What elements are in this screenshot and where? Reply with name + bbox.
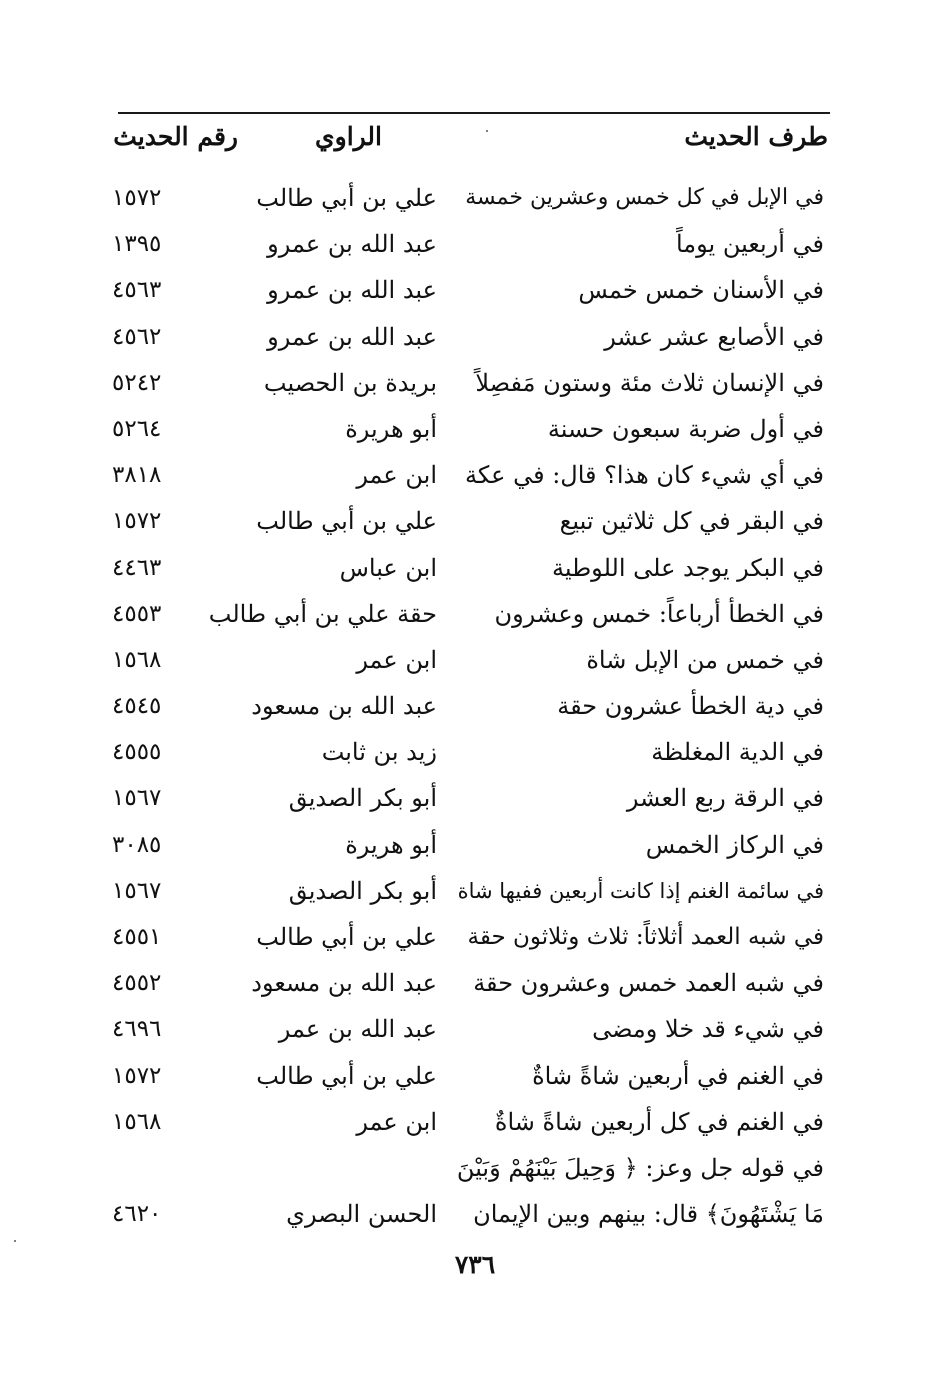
page-number: ٧٣٦ xyxy=(454,1250,496,1279)
hadith-number: ٤٥٦٢ xyxy=(112,323,162,350)
hadith-number: ١٥٦٧ xyxy=(112,785,162,812)
narrator: الحسن البصري xyxy=(286,1200,437,1229)
narrator: أبو هريرة xyxy=(345,830,437,859)
narrator: عبد الله بن عمرو xyxy=(267,322,437,351)
hadith-excerpt: في الرقة ربع العشر xyxy=(626,784,824,813)
hadith-excerpt: في الإبل في كل خمس وعشرين خمسة xyxy=(465,185,824,210)
hadith-excerpt: في البقر في كل ثلاثين تبيع xyxy=(559,507,824,536)
table-row xyxy=(0,686,950,732)
narrator: عبد الله بن عمر xyxy=(278,1015,437,1044)
hadith-number: ٥٢٤٢ xyxy=(112,369,162,396)
table-row xyxy=(0,1102,950,1148)
hadith-number: ١٥٧٢ xyxy=(112,508,162,535)
narrator: أبو هريرة xyxy=(345,414,437,443)
table-row xyxy=(0,963,950,1009)
hadith-excerpt: في الخطأ أرباعاً: خمس وعشرون xyxy=(494,599,824,628)
table-row xyxy=(0,363,950,409)
narrator: عبد الله بن مسعود xyxy=(251,692,437,721)
table-row xyxy=(0,1194,950,1240)
narrator: حقة علي بن أبي طالب xyxy=(208,599,437,628)
table-row xyxy=(0,1056,950,1102)
narrator: علي بن أبي طالب xyxy=(256,507,437,536)
table-row xyxy=(0,1148,950,1194)
scan-speck xyxy=(14,1240,16,1242)
table-row xyxy=(0,1009,950,1055)
hadith-number: ٣٠٨٥ xyxy=(112,831,162,858)
table-row xyxy=(0,178,950,224)
column-header-number: رقم الحديث xyxy=(113,122,238,151)
hadith-number: ٤٥٥٣ xyxy=(112,600,162,627)
narrator: علي بن أبي طالب xyxy=(256,1061,437,1090)
hadith-index-list xyxy=(0,178,950,1240)
table-row xyxy=(0,317,950,363)
hadith-number: ١٥٧٢ xyxy=(112,185,162,211)
narrator: عبد الله بن مسعود xyxy=(251,969,437,998)
hadith-number: ٤٥٦٣ xyxy=(112,277,162,304)
narrator: ابن عمر xyxy=(356,645,437,674)
hadith-number: ٥٢٦٤ xyxy=(112,415,162,442)
narrator: بريدة بن الحصيب xyxy=(263,368,437,397)
table-row xyxy=(0,270,950,316)
header-rule xyxy=(118,112,830,114)
hadith-number: ٤٥٥٢ xyxy=(112,970,162,997)
column-header-hadith: طرف الحديث xyxy=(684,122,828,151)
hadith-number: ١٥٦٨ xyxy=(112,1108,162,1135)
hadith-number: ٤٦٩٦ xyxy=(112,1016,162,1043)
narrator: ابن عمر xyxy=(356,461,437,490)
hadith-excerpt: في الغنم في أربعين شاةً شاةٌ xyxy=(532,1061,824,1090)
table-row xyxy=(0,871,950,917)
table-row xyxy=(0,732,950,778)
hadith-number: ١٥٧٢ xyxy=(112,1062,162,1089)
narrator: أبو بكر الصديق xyxy=(288,784,437,813)
hadith-excerpt: في قوله جل وعز: ﴿ وَحِيلَ بَيْنَهُمْ وَبَيْنَ xyxy=(456,1153,824,1182)
table-row xyxy=(0,778,950,824)
hadith-number: ٤٤٦٣ xyxy=(112,554,162,581)
table-row xyxy=(0,917,950,963)
hadith-excerpt: في شبه العمد خمس وعشرون حقة xyxy=(473,969,824,998)
hadith-excerpt: في أربعين يوماً xyxy=(675,230,824,259)
hadith-excerpt: في البكر يوجد على اللوطية xyxy=(551,553,824,582)
narrator: ابن عباس xyxy=(339,553,437,582)
scan-speck xyxy=(486,130,488,132)
narrator: ابن عمر xyxy=(356,1107,437,1136)
column-header-narrator: الراوي xyxy=(315,122,382,151)
hadith-number: ٤٦٢٠ xyxy=(112,1201,162,1228)
narrator: عبد الله بن عمرو xyxy=(267,230,437,259)
hadith-excerpt: في شيء قد خلا ومضى xyxy=(592,1015,824,1044)
hadith-number: ٣٨١٨ xyxy=(112,462,162,489)
hadith-excerpt: في سائمة الغنم إذا كانت أربعين ففيها شاة xyxy=(457,878,824,903)
table-row xyxy=(0,548,950,594)
table-row xyxy=(0,501,950,547)
hadith-number: ١٥٦٧ xyxy=(112,877,162,904)
narrator: أبو بكر الصديق xyxy=(288,876,437,905)
narrator: زيد بن ثابت xyxy=(321,738,437,767)
table-row xyxy=(0,594,950,640)
hadith-excerpt: في الدية المغلظة xyxy=(651,738,824,767)
hadith-number: ٤٥٥٥ xyxy=(112,739,162,766)
hadith-number: ٤٥٥١ xyxy=(112,924,162,950)
table-row xyxy=(0,455,950,501)
hadith-excerpt: في دية الخطأ عشرون حقة xyxy=(557,692,824,721)
hadith-excerpt: في شبه العمد أثلاثاً: ثلاث وثلاثون حقة xyxy=(467,924,824,950)
hadith-excerpt: في الركاز الخمس xyxy=(645,830,824,859)
hadith-excerpt: في الأصابع عشر عشر xyxy=(604,322,824,351)
table-row xyxy=(0,409,950,455)
hadith-excerpt: في الأسنان خمس خمس xyxy=(578,276,824,305)
narrator: علي بن أبي طالب xyxy=(256,923,437,951)
hadith-excerpt: مَا يَشْتَهُونَ﴾ قال: بينهم وبين الإيمان xyxy=(473,1200,824,1229)
table-row xyxy=(0,825,950,871)
narrator: عبد الله بن عمرو xyxy=(267,276,437,305)
hadith-number: ٤٥٤٥ xyxy=(112,693,162,720)
hadith-excerpt: في أول ضربة سبعون حسنة xyxy=(547,414,824,443)
hadith-number: ١٣٩٥ xyxy=(112,231,162,258)
narrator: علي بن أبي طالب xyxy=(256,184,437,212)
hadith-excerpt: في خمس من الإبل شاة xyxy=(586,645,824,674)
hadith-number: ١٥٦٨ xyxy=(112,646,162,673)
table-row xyxy=(0,224,950,270)
hadith-excerpt: في أي شيء كان هذا؟ قال: في عكة xyxy=(465,461,824,490)
hadith-excerpt: في الغنم في كل أربعين شاةً شاةٌ xyxy=(494,1107,824,1136)
table-row xyxy=(0,640,950,686)
hadith-excerpt: في الإنسان ثلاث مئة وستون مَفصِلاً xyxy=(475,368,824,397)
